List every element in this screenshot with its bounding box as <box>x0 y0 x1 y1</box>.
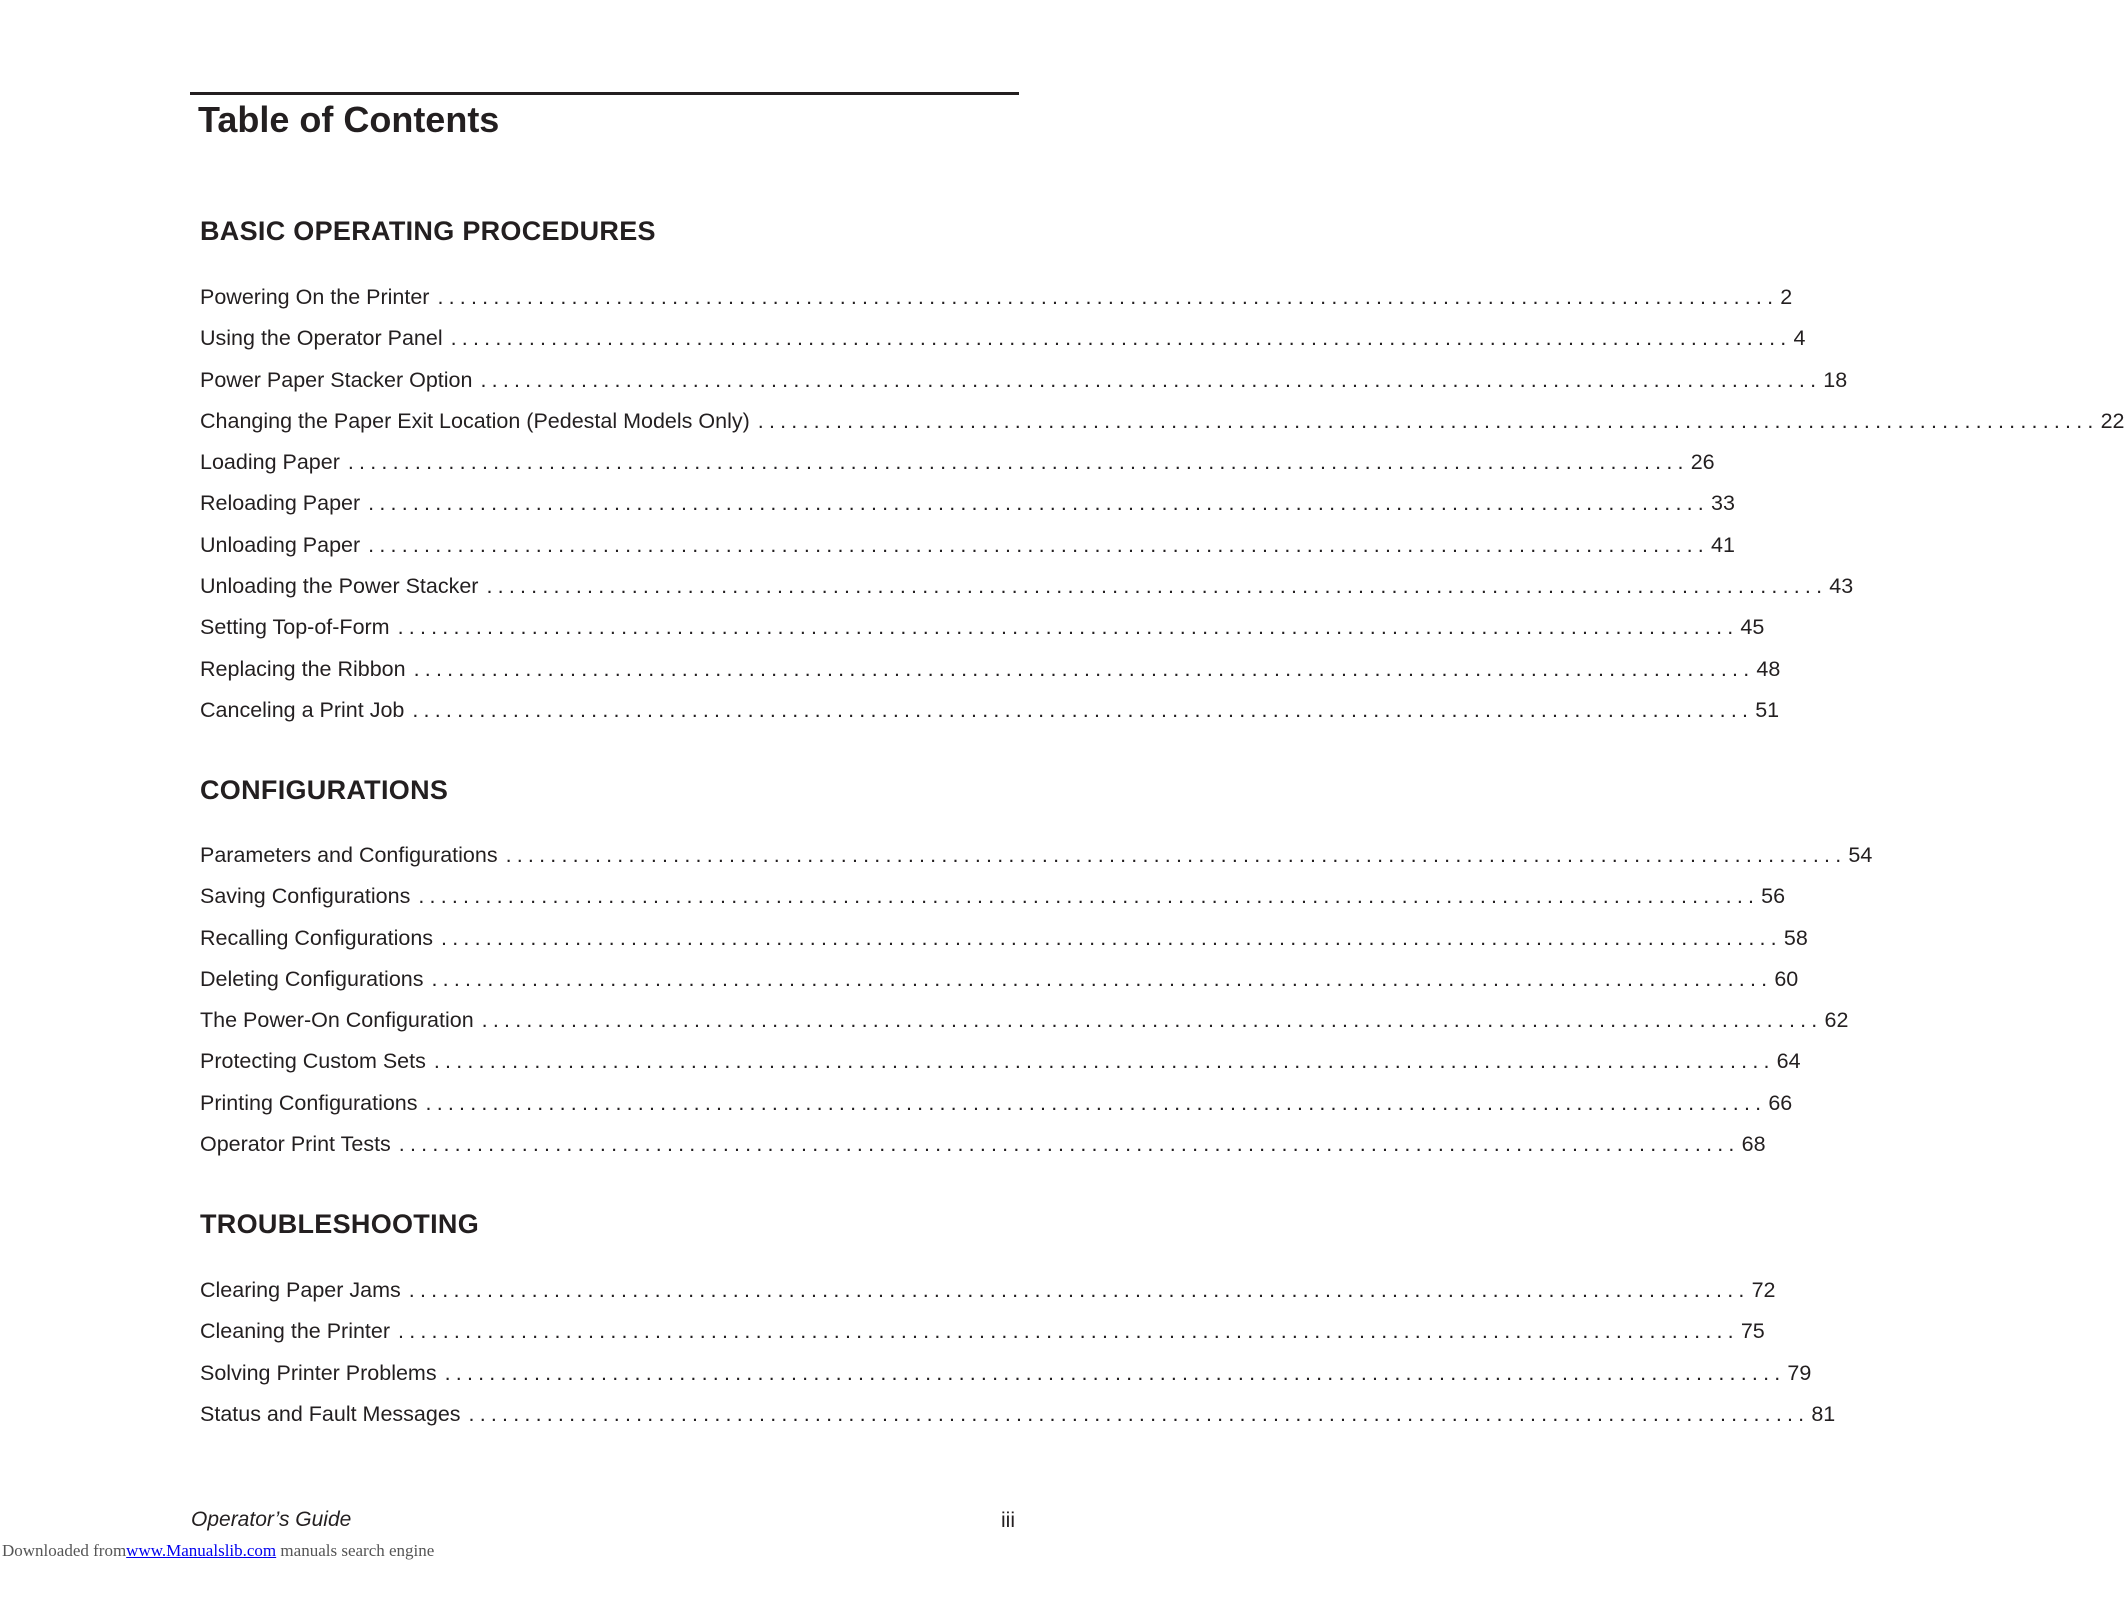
toc-entry-label: Solving Printer Problems <box>200 1360 437 1385</box>
dot-leader: ........................................................................................................................ <box>418 884 1760 909</box>
section-heading: TROUBLESHOOTING <box>200 1209 479 1239</box>
toc-entry-label: The Power-On Configuration <box>200 1008 474 1033</box>
toc-entry-page: 41 <box>1710 532 1735 557</box>
dot-leader: ........................................................................................................................ <box>412 697 1754 722</box>
toc-entry-page: 18 <box>1823 367 1848 392</box>
toc-entry[interactable] <box>200 1041 1801 1082</box>
toc-entry-label: Saving Configurations <box>200 884 411 909</box>
title-rule <box>190 92 1019 95</box>
toc-entry[interactable] <box>200 1394 1836 1435</box>
toc-entry-label: Replacing the Ribbon <box>200 656 406 681</box>
footer-guide-title: Operator’s Guide <box>191 1508 352 1531</box>
toc-entry[interactable] <box>200 318 1806 359</box>
toc-entry-page: 56 <box>1761 884 1786 909</box>
toc-entry-page: 45 <box>1740 615 1765 640</box>
dot-leader: ........................................................................................................................ <box>433 1049 1775 1074</box>
toc-entry-page: 64 <box>1776 1049 1801 1074</box>
toc-entry-label: Canceling a Print Job <box>200 697 405 722</box>
footer-page-number: iii <box>1001 1509 1015 1532</box>
download-banner-prefix: Downloaded from <box>2 1541 127 1560</box>
toc-entry-page: 33 <box>1710 491 1735 516</box>
toc-entry-label: Operator Print Tests <box>200 1132 391 1157</box>
toc-entry[interactable] <box>200 1000 1849 1041</box>
section-heading: CONFIGURATIONS <box>200 775 449 805</box>
dot-leader: ........................................................................................................................ <box>505 843 1847 867</box>
dot-leader: ........................................................................................................................ <box>397 615 1739 640</box>
toc-entry[interactable] <box>200 1270 1776 1311</box>
toc-entry-label: Protecting Custom Sets <box>200 1049 426 1074</box>
toc-entry[interactable] <box>200 401 2125 442</box>
dot-leader: ........................................................................................................................ <box>368 532 1709 557</box>
dot-leader: ........................................................................................................................ <box>481 1008 1823 1033</box>
page-title: Table of Contents <box>198 99 500 140</box>
toc-entry-page: 79 <box>1787 1360 1812 1385</box>
toc-entry-page: 66 <box>1768 1090 1793 1115</box>
toc-entry-label: Reloading Paper <box>200 491 361 516</box>
toc-entry-page: 81 <box>1811 1401 1836 1426</box>
dot-leader: ........................................................................................................................ <box>413 656 1755 681</box>
toc-entry-page: 68 <box>1741 1132 1766 1157</box>
toc-entry[interactable] <box>200 1124 1766 1165</box>
toc-entry-page: 72 <box>1751 1278 1776 1302</box>
toc-entry[interactable] <box>200 690 1780 731</box>
toc-list <box>200 277 2125 731</box>
toc-entry-label: Parameters and Configurations <box>200 843 498 867</box>
toc-entry-label: Changing the Paper Exit Location (Pedestal Models Only) <box>200 408 750 433</box>
toc-entry[interactable] <box>200 959 1799 1000</box>
dot-leader: ........................................................................................................................ <box>398 1132 1740 1157</box>
toc-entry-page: 43 <box>1829 574 1854 599</box>
dot-leader: ........................................................................................................................ <box>425 1090 1767 1115</box>
toc-entry-label: Unloading the Power Stacker <box>200 574 479 599</box>
toc-entry-page: 54 <box>1848 843 1873 867</box>
toc-entry[interactable] <box>200 1353 1812 1394</box>
toc-entry-page: 4 <box>1793 326 1806 351</box>
toc-entry[interactable] <box>200 649 1781 690</box>
dot-leader: ........................................................................................................................ <box>450 326 1792 351</box>
dot-leader: ........................................................................................................................ <box>368 491 1709 516</box>
manualslib-link[interactable]: www.Manualslib.com <box>126 1541 277 1560</box>
toc-entry[interactable] <box>200 607 1765 648</box>
toc-entry[interactable] <box>200 525 1735 566</box>
toc-entry-label: Using the Operator Panel <box>200 326 443 351</box>
dot-leader: ........................................................................................................................ <box>468 1401 1810 1426</box>
toc-entry[interactable] <box>200 1083 1793 1124</box>
dot-leader: ........................................................................................................................ <box>398 1319 1739 1344</box>
toc-entry-page: 48 <box>1756 656 1781 681</box>
toc-list <box>200 835 1873 1165</box>
download-banner <box>2 1540 434 1562</box>
toc-entry[interactable] <box>200 876 1786 917</box>
toc-section-configurations <box>200 773 1873 1165</box>
toc-section-basic-operating-procedures <box>200 214 2125 731</box>
toc-entry-page: 51 <box>1755 697 1780 722</box>
toc-entry[interactable] <box>200 442 1715 483</box>
toc-entry-label: Deleting Configurations <box>200 966 424 991</box>
toc-entry[interactable] <box>200 360 1848 401</box>
dot-leader: ........................................................................................................................ <box>437 285 1779 309</box>
dot-leader: ........................................................................................................................ <box>486 574 1828 599</box>
toc-entry-label: Cleaning the Printer <box>200 1319 391 1344</box>
toc-entry-label: Status and Fault Messages <box>200 1401 461 1426</box>
toc-entry[interactable] <box>200 483 1735 524</box>
toc-entry-page: 26 <box>1690 450 1715 475</box>
toc-entry-page: 22 <box>2100 408 2125 433</box>
toc-entry-label: Powering On the Printer <box>200 285 430 309</box>
toc-entry-label: Setting Top-of-Form <box>200 615 390 640</box>
toc-entry-page: 60 <box>1774 966 1799 991</box>
toc-entry-label: Printing Configurations <box>200 1090 418 1115</box>
toc-entry-label: Recalling Configurations <box>200 925 434 950</box>
toc-entry-page: 58 <box>1783 925 1808 950</box>
toc-list <box>200 1270 1836 1435</box>
toc-entry[interactable] <box>200 835 1873 876</box>
toc-entry[interactable] <box>200 918 1808 959</box>
dot-leader: ........................................................................................................................ <box>431 966 1773 991</box>
toc-entry[interactable] <box>200 1311 1765 1352</box>
section-heading: BASIC OPERATING PROCEDURES <box>200 216 656 246</box>
dot-leader: ........................................................................................................................ <box>480 367 1822 392</box>
dot-leader: ........................................................................................................................ <box>347 450 1689 475</box>
toc-entry-page: 2 <box>1780 285 1793 309</box>
toc-entry[interactable] <box>200 277 1793 318</box>
toc-section-troubleshooting <box>200 1207 1836 1435</box>
toc-entry-label: Unloading Paper <box>200 532 361 557</box>
dot-leader: ........................................................................................................................ <box>408 1278 1750 1302</box>
toc-entry[interactable] <box>200 566 1854 607</box>
toc-entry-page: 75 <box>1740 1319 1765 1344</box>
toc-entry-label: Loading Paper <box>200 450 340 475</box>
toc-entry-page: 62 <box>1824 1008 1849 1033</box>
dot-leader: ........................................................................................................................ <box>441 925 1782 950</box>
dot-leader: ........................................................................................................................ <box>757 408 2099 433</box>
dot-leader: ........................................................................................................................ <box>444 1360 1786 1385</box>
toc-entry-label: Power Paper Stacker Option <box>200 367 473 392</box>
download-banner-suffix: manuals search engine <box>276 1541 435 1560</box>
toc-entry-label: Clearing Paper Jams <box>200 1278 401 1302</box>
